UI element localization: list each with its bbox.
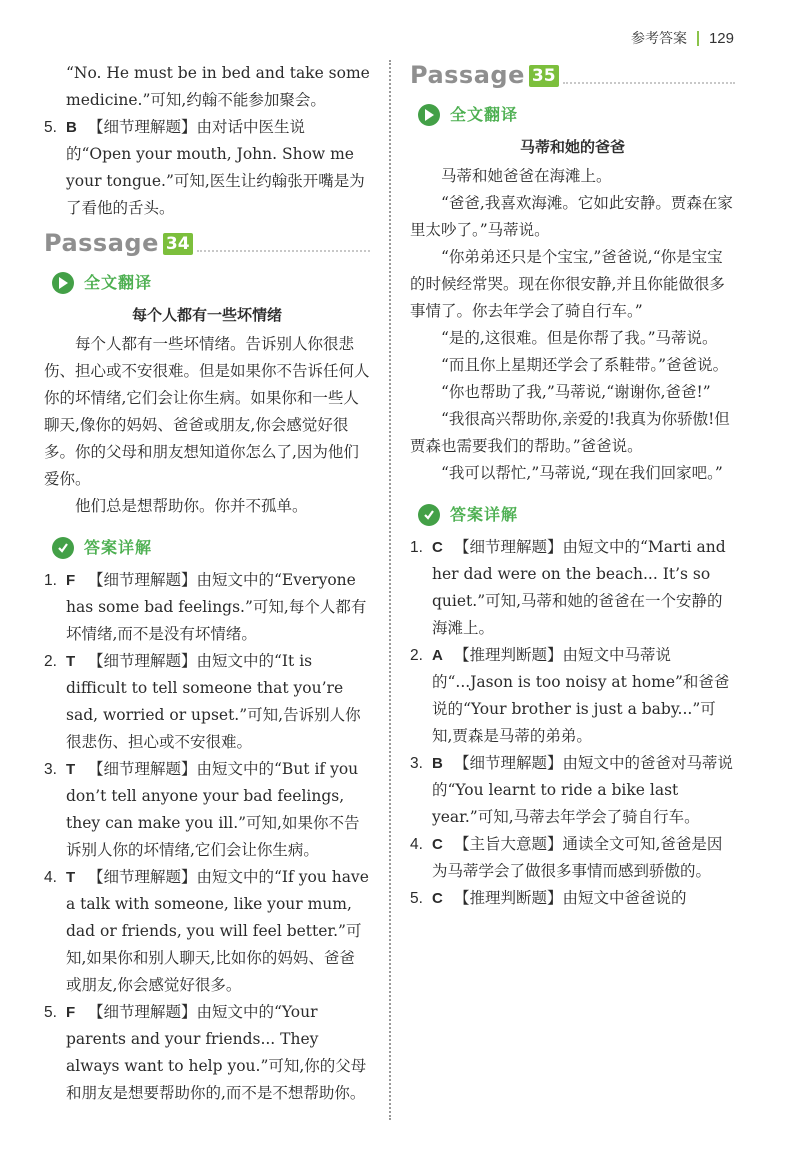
answer-item [410,642,735,750]
answer-number: 5. [44,1004,57,1021]
check-icon [52,537,74,559]
answers-heading-label: 答案详解 [84,538,153,557]
answer-letter: B [66,119,77,136]
translation-heading [418,101,735,128]
answer-item [410,831,735,885]
play-icon [52,272,74,294]
answer-letter: F [66,572,76,589]
play-icon [418,104,440,126]
passage-number: 35 [529,65,559,87]
prev-answer-line: medicine.”可知,约翰不能参加聚会。 [66,91,326,109]
right-column [410,60,735,912]
answer-item [410,534,735,642]
answer-explanation: 【推理判断题】由短文中爸爸说的 [454,889,687,907]
answer-explanation: 【细节理解题】由短文中的“It is difficult to tell someone that you’re sad, worried or upset.”可知,告诉别人你很悲伤、担心或不安很难。 [66,652,361,751]
translation-paragraph: 马蒂和她爸爸在海滩上。 [441,167,612,185]
page-number: 129 [708,29,734,47]
answer-explanation: 【细节理解题】由短文中的“But if you don’t tell anyone your bad feelings, they can make you ill.”可知,如果你不告诉别人你的坏情绪,它们会让你生病。 [66,760,360,859]
answer-number: 2. [44,653,57,670]
dotted-rule [197,236,370,252]
column-divider [389,60,391,1120]
header-divider [697,31,699,46]
answer-letter: C [432,539,443,556]
check-icon [418,504,440,526]
answer-explanation: 【细节理解题】由短文中的爸爸对马蒂说的“You learnt to ride a bike last year.”可知,马蒂去年学会了骑自行车。 [432,754,734,826]
header-label: 参考答案 [630,31,687,47]
left-column [44,60,370,1107]
translation-heading-label: 全文翻译 [84,273,153,292]
translation-paragraph: “是的,这很难。但是你帮了我。”马蒂说。 [441,329,718,347]
dotted-rule [563,68,735,84]
answer-letter: C [432,836,443,853]
answer-item [44,648,370,756]
answer-number: 4. [44,869,57,886]
answer-letter: T [66,761,76,778]
answer-letter: T [66,869,76,886]
translation-paragraph: “你弟弟还只是个宝宝,”爸爸说,“你是宝宝的时候经常哭。现在你很安静,并且你能做很多事情了。你去年学会了骑自行车。” [410,248,725,320]
answer-letter: T [66,653,76,670]
answer-item [44,567,370,648]
answer-item [44,999,370,1107]
answers-heading-label: 答案详解 [450,505,519,524]
prev-answer-line: “No. He must be in bed and take some [66,64,370,82]
answer-letter: B [432,755,443,772]
answers-heading [418,501,735,528]
answer-explanation: 【主旨大意题】通读全文可知,爸爸是因为马蒂学会了做很多事情而感到骄傲的。 [432,835,723,880]
answer-number: 2. [410,647,423,664]
translation-heading [52,269,370,296]
translation-title: 马蒂和她的爸爸 [519,138,625,156]
passage-heading [410,62,735,89]
answer-explanation: 【细节理解题】由短文中的“Everyone has some bad feelings.”可知,每个人都有坏情绪,而不是没有坏情绪。 [66,571,367,643]
translation-paragraph: 他们总是想帮助你。你并不孤单。 [75,497,308,515]
translation-paragraph: “而且你上星期还学会了系鞋带。”爸爸说。 [441,356,729,374]
answer-item [44,864,370,999]
answer-explanation: 【细节理解题】由短文中的“If you have a talk with someone, like your mum, dad or friends, you will feel better.”可知,如果你和别人聊天,比如你的妈妈、爸爸或朋友,你会感觉好很多。 [66,868,369,994]
answer-number: 3. [410,755,423,772]
translation-paragraph: “我可以帮忙,”马蒂说,“现在我们回家吧。” [441,464,723,482]
passage-number: 34 [163,233,193,255]
answer-number: 5. [44,119,57,136]
answer-item [44,756,370,864]
page-header [631,28,734,48]
answer-number: 1. [410,539,423,556]
answer-explanation: 【细节理解题】由短文中的“Marti and her dad were on the beach... It’s so quiet.”可知,马蒂和她的爸爸在一个安静的海滩上。 [432,538,726,637]
answer-item [410,750,735,831]
answer-letter: A [432,647,443,664]
answer-explanation: 【细节理解题】由对话中医生说的“Open your mouth, John. Show me your tongue.”可知,医生让约翰张开嘴是为了看他的舌头。 [66,118,365,217]
answer-number: 3. [44,761,57,778]
translation-paragraph: “我很高兴帮助你,亲爱的!我真为你骄傲!但贾森也需要我们的帮助。”爸爸说。 [410,410,730,455]
translation-paragraph: “你也帮助了我,”马蒂说,“谢谢你,爸爸!” [441,383,711,401]
answer-explanation: 【细节理解题】由短文中的“Your parents and your friends... They always want to help you.”可知,你的父母和朋友是想要帮助你的,而不是不想帮助你。 [66,1003,367,1102]
answer-item [410,885,735,912]
answers-heading [52,534,370,561]
passage-heading [44,230,370,257]
answer-letter: F [66,1004,76,1021]
answer-explanation: 【推理判断题】由短文中马蒂说的“...Jason is too noisy at home”和爸爸说的“Your brother is just a baby...”可知,贾森是马蒂的弟弟。 [432,646,730,745]
answer-letter: C [432,890,443,907]
passage-word: Passage [44,229,159,257]
answer-number: 4. [410,836,423,853]
answer-number: 1. [44,572,57,589]
answer-item [44,114,370,222]
passage-word: Passage [410,61,525,89]
translation-title: 每个人都有一些坏情绪 [131,306,282,324]
translation-paragraph: 每个人都有一些坏情绪。告诉别人你很悲伤、担心或不安很难。但是如果你不告诉任何人你的坏情绪,它们会让你生病。如果你和一些人聊天,像你的妈妈、爸爸或朋友,你会感觉好很多。你的父母和朋友想知道你怎么了,因为他们爱你。 [44,335,370,488]
translation-heading-label: 全文翻译 [450,105,519,124]
translation-paragraph: “爸爸,我喜欢海滩。它如此安静。贾森在家里太吵了。”马蒂说。 [410,194,733,239]
answer-number: 5. [410,890,423,907]
